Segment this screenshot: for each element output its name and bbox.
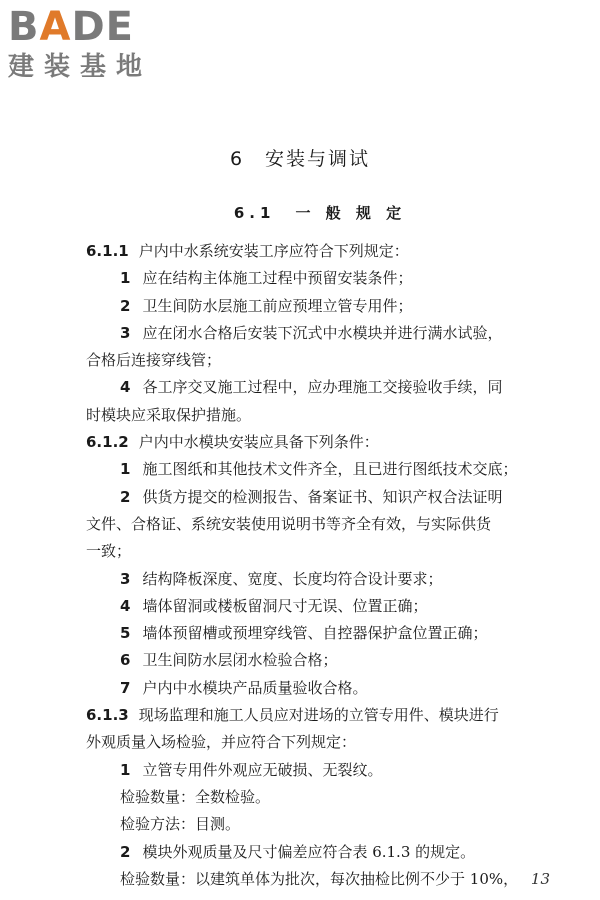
clause-6-1-3 xyxy=(86,702,564,729)
item-number: 5 xyxy=(120,624,131,643)
clause-number: 6.1.3 xyxy=(86,706,129,725)
item-number: 4 xyxy=(120,596,131,615)
item-number: 2 xyxy=(120,842,131,861)
document-body xyxy=(86,238,564,893)
item-text: 应在结构主体施工过程中预留安装条件； xyxy=(142,269,413,288)
item-text: 户内中水模块产品质量验收合格。 xyxy=(142,678,368,697)
inspection-quantity: 检验数量：以建筑单体为批次，每次抽检比例不少于 10%， xyxy=(120,869,519,888)
item-text: 应在闭水合格后安装下沉式中水模块并进行满水试验， xyxy=(142,323,503,342)
item-number: 3 xyxy=(120,323,131,342)
item-number: 1 xyxy=(120,460,131,479)
clause-text: 户内中水系统安装工序应符合下列规定： xyxy=(138,242,409,260)
logo-letter-b: B xyxy=(8,4,40,50)
item-text: 模块外观质量及尺寸偏差应符合表 6.1.3 的规定。 xyxy=(142,842,476,861)
list-item xyxy=(86,456,564,483)
logo xyxy=(8,6,183,84)
chapter-title: 6 安装与调试 xyxy=(229,148,371,170)
list-item xyxy=(86,566,564,593)
section-title: 6.1 一 般 规 定 xyxy=(233,204,407,222)
list-item xyxy=(86,620,564,647)
item-text: 各工序交叉施工过程中，应办理施工交接验收手续，同 xyxy=(142,378,503,397)
clause-continuation: 外观质量入场检验，并应符合下列规定： xyxy=(86,733,357,752)
item-text: 供货方提交的检测报告、备案证书、知识产权合法证明 xyxy=(142,487,503,506)
logo-letter-a: A xyxy=(39,4,72,50)
item-number: 3 xyxy=(120,569,131,588)
list-item xyxy=(86,839,564,866)
list-item xyxy=(86,293,564,320)
item-number: 2 xyxy=(120,487,131,506)
item-text: 墙体预留槽或预埋穿线管、自控器保护盒位置正确； xyxy=(142,624,488,643)
item-text: 施工图纸和其他技术文件齐全，且已进行图纸技术交底； xyxy=(142,460,518,479)
item-text: 结构降板深度、宽度、长度均符合设计要求； xyxy=(142,569,443,588)
list-item xyxy=(86,757,564,784)
clause-6-1-1 xyxy=(86,238,564,265)
item-text: 卫生间防水层闭水检验合格； xyxy=(142,651,338,670)
item-number: 7 xyxy=(120,678,131,697)
logo-wordmark xyxy=(8,6,183,48)
list-item xyxy=(86,265,564,292)
item-number: 1 xyxy=(120,269,131,288)
item-continuation: 合格后连接穿线管； xyxy=(86,351,222,370)
item-number: 2 xyxy=(120,296,131,315)
clause-number: 6.1.2 xyxy=(86,433,129,452)
list-item xyxy=(86,647,564,674)
list-item xyxy=(86,320,564,347)
item-text: 墙体留洞或楼板留洞尺寸无误、位置正确； xyxy=(142,596,428,615)
clause-6-1-2 xyxy=(86,429,564,456)
page-number: 13 xyxy=(530,870,550,888)
item-number: 6 xyxy=(120,651,131,670)
list-item xyxy=(86,484,564,511)
clause-number: 6.1.1 xyxy=(86,242,129,260)
list-item xyxy=(86,675,564,702)
item-continuation: 文件、合格证、系统安装使用说明书等齐全有效，与实际供货 xyxy=(86,514,492,533)
item-number: 1 xyxy=(120,760,131,779)
item-number: 4 xyxy=(120,378,131,397)
logo-chinese-name: 建装基地 xyxy=(8,52,153,82)
item-continuation: 一致； xyxy=(86,542,132,561)
item-text: 立管专用件外观应无破损、无裂纹。 xyxy=(142,760,383,779)
logo-letters-de: DE xyxy=(71,4,134,50)
inspection-quantity: 检验数量：全数检验。 xyxy=(120,787,271,806)
list-item xyxy=(86,593,564,620)
inspection-method: 检验方法：目测。 xyxy=(120,815,241,834)
clause-text: 现场监理和施工人员应对进场的立管专用件、模块进行 xyxy=(138,706,499,725)
clause-text: 户内中水模块安装应具备下列条件： xyxy=(138,433,379,452)
item-continuation: 时模块应采取保护措施。 xyxy=(86,405,252,424)
list-item xyxy=(86,374,564,401)
item-text: 卫生间防水层施工前应预埋立管专用件； xyxy=(142,296,413,315)
